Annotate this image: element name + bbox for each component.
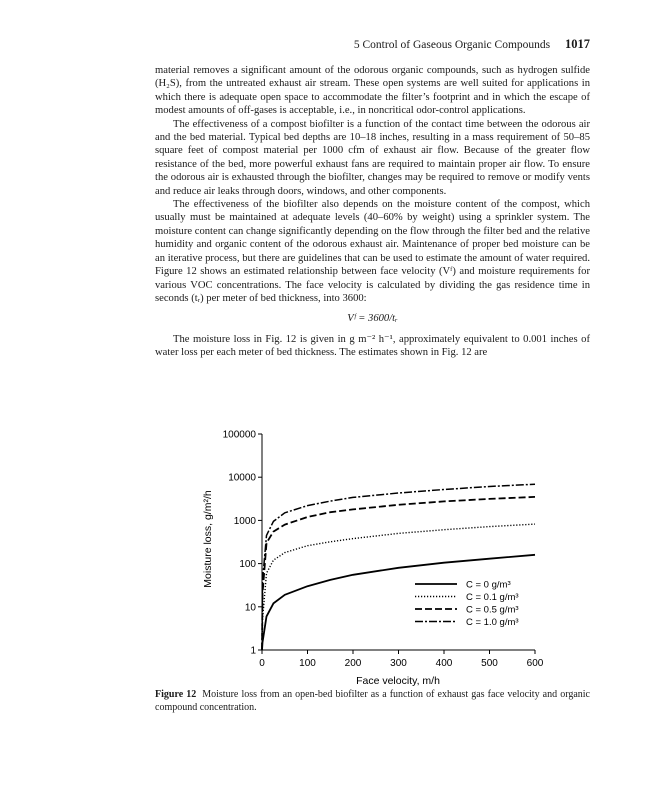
legend-label: C = 0.5 g/m³ [466, 604, 519, 616]
chapter-title: 5 Control of Gaseous Organic Compounds [353, 39, 551, 51]
paragraph-2: The effectiveness of a compost biofilter is a function of the contact time between the odorous air and the bed material. Typical bed depths are 10–18 inches, resulting in a mass requirement of 50–85 square feet of compost material per 1000 cfm of exhaust air flow. Because of the greater flow resistance of the bed, more powerful exhaust fans are required to maintain proper air flow. To ensure the odorous air is exhausted through the biofilter, changes may be required to remove or modify vents and reduce air leaks through doors, windows, and other components. [155, 118, 590, 197]
legend-label: C = 0 g/m³ [466, 579, 511, 591]
x-tick-label: 500 [481, 658, 498, 669]
body-text [155, 64, 590, 360]
legend-label: C = 0.1 g/m³ [466, 592, 519, 603]
y-axis-label: Moisture loss, g/m²/h [202, 490, 214, 588]
x-tick-label: 0 [259, 658, 265, 669]
y-tick-label: 10 [244, 602, 256, 614]
x-tick-label: 400 [435, 658, 453, 669]
paragraph-4: The moisture loss in Fig. 12 is given in g m⁻² h⁻¹, approximately equivalent to 0.001 inches of water loss per each meter of bed thickness. The estimates shown in Fig. 12 are [155, 333, 590, 359]
legend-label: C = 1.0 g/m³ [466, 617, 519, 628]
y-tick-label: 10000 [228, 472, 256, 484]
y-tick-label: 100 [239, 559, 256, 571]
x-tick-label: 600 [526, 658, 544, 669]
moisture-loss-chart [155, 425, 595, 690]
x-tick-label: 300 [390, 658, 407, 669]
x-tick-label: 100 [299, 658, 316, 669]
y-tick-label: 100000 [222, 429, 256, 441]
figure-12 [155, 425, 595, 690]
x-axis-label: Face velocity, m/h [356, 675, 440, 687]
chart-legend [415, 580, 519, 629]
running-header [340, 37, 590, 52]
y-tick-label: 1000 [233, 515, 256, 527]
paragraph-1: material removes a significant amount of the odorous organic compounds, such as hydrogen sulfide (H₂S), from the untreated exhaust air stream. These open systems are well suited for applications in which there is adequate open space to accommodate the filter’s footprint and in which the escape of modest amounts of off-gases is acceptable, i.e., in noncritical odor-control applications. [155, 65, 590, 117]
x-tick-labels [259, 658, 544, 669]
x-tick-label: 200 [344, 658, 362, 669]
y-tick-labels [223, 430, 257, 657]
page-number: 1017 [565, 37, 590, 51]
figure-caption [155, 689, 590, 714]
equation: Vᶠ = 3600/tᵣ [347, 313, 398, 325]
y-tick-label: 1 [250, 645, 256, 657]
paragraph-3: The effectiveness of the biofilter also depends on the moisture content of the compost, which usually must be maintained at adequate levels (40–60% by weight) using a sprinkler system. The moisture content can change significantly depending on the flow through the filter bed and the relative humidity and organic content of the odorous exhaust air. Maintenance of proper bed moisture can be an iterative process, but there are guidelines that can be used to estimate the amount of water required. Figure 12 shows an estimated relationship between face velocity (Vᶠ) and moisture requirements for various VOC concentrations. The face velocity is calculated by dividing the gas residence time in seconds (tᵣ) per meter of bed thickness, into 3600: [155, 199, 590, 304]
figure-caption-text: Moisture loss from an open-bed biofilter as a function of exhaust gas face velocity and organic compound concentration. [155, 689, 590, 713]
figure-label: Figure 12 [155, 689, 197, 700]
